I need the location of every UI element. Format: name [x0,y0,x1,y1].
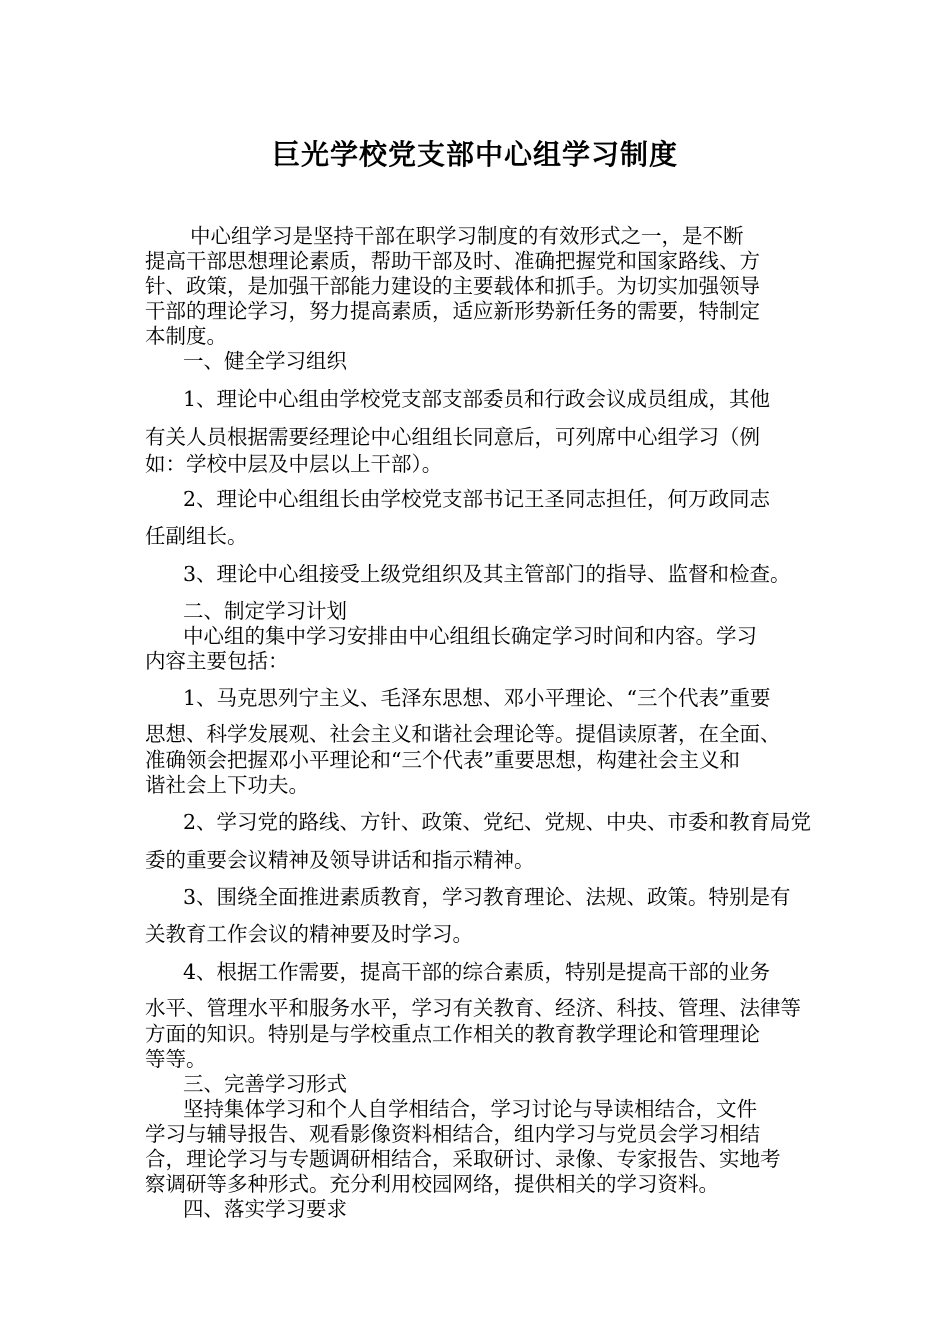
paragraph-line: 委的重要会议精神及领导讲话和指示精神。 [145,848,535,872]
paragraph-line: 思想、科学发展观、社会主义和谐社会理论等。提倡读原著，在全面、 [145,722,781,746]
paragraph-line: 学习与辅导报告、观看影像资料相结合，组内学习与党员会学习相结 [145,1122,760,1146]
paragraph-line: 等等。 [145,1047,207,1071]
paragraph-line: 3、理论中心组接受上级党组织及其主管部门的指导、监督和检查。 [183,562,791,586]
paragraph-line: 方面的知识。特别是与学校重点工作相关的教育教学理论和管理理论 [145,1022,760,1046]
paragraph-line: 1、马克思列宁主义、毛泽东思想、邓小平理论、“三个代表”重要 [183,686,771,710]
paragraph-line: 水平、管理水平和服务水平，学习有关教育、经济、科技、管理、法律等 [145,996,801,1020]
paragraph-line: 4、根据工作需要，提高干部的综合素质，特别是提高干部的业务 [183,960,771,984]
paragraph-line: 内容主要包括： [145,649,289,673]
paragraph-line: 任副组长。 [145,524,248,548]
section-heading: 二、制定学习计划 [183,599,347,623]
paragraph-line: 准确领会把握邓小平理论和“三个代表”重要思想，构建社会主义和 [145,748,740,772]
paragraph-line: 关教育工作会议的精神要及时学习。 [145,922,473,946]
paragraph-line: 干部的理论学习，努力提高素质，适应新形势新任务的需要，特制定 [145,299,760,323]
paragraph-line: 坚持集体学习和个人自学相结合，学习讨论与导读相结合，文件 [183,1097,757,1121]
paragraph-line: 2、学习党的路线、方针、政策、党纪、党规、中央、市委和教育局党 [183,810,812,834]
paragraph-line: 提高干部思想理论素质，帮助干部及时、准确把握党和国家路线、方 [145,249,760,273]
paragraph-line: 有关人员根据需要经理论中心组组长同意后，可列席中心组学习（例 [145,425,760,449]
paragraph-line: 察调研等多种形式。充分利用校园网络，提供相关的学习资料。 [145,1172,719,1196]
paragraph-line: 3、围绕全面推进素质教育，学习教育理论、法规、政策。特别是有 [183,885,791,909]
document-title: 巨光学校党支部中心组学习制度 [271,138,678,171]
paragraph-line: 1、理论中心组由学校党支部支部委员和行政会议成员组成，其他 [183,387,771,411]
paragraph-line: 2、理论中心组组长由学校党支部书记王圣同志担任，何万政同志 [183,487,771,511]
section-heading: 一、健全学习组织 [183,349,347,373]
section-heading: 三、完善学习形式 [183,1072,347,1096]
paragraph-line: 本制度。 [145,324,227,348]
paragraph-line: 如：学校中层及中层以上干部）。 [145,452,443,476]
section-heading: 四、落实学习要求 [183,1197,347,1221]
paragraph-line: 针、政策，是加强干部能力建设的主要载体和抓手。为切实加强领导 [145,274,760,298]
paragraph-line: 中心组学习是坚持干部在职学习制度的有效形式之一，是不断 [190,224,744,248]
paragraph-line: 谐社会上下功夫。 [145,773,309,797]
paragraph-line: 中心组的集中学习安排由中心组组长确定学习时间和内容。学习 [183,624,757,648]
paragraph-line: 合，理论学习与专题调研相结合，采取研讨、录像、专家报告、实地考 [145,1147,781,1171]
